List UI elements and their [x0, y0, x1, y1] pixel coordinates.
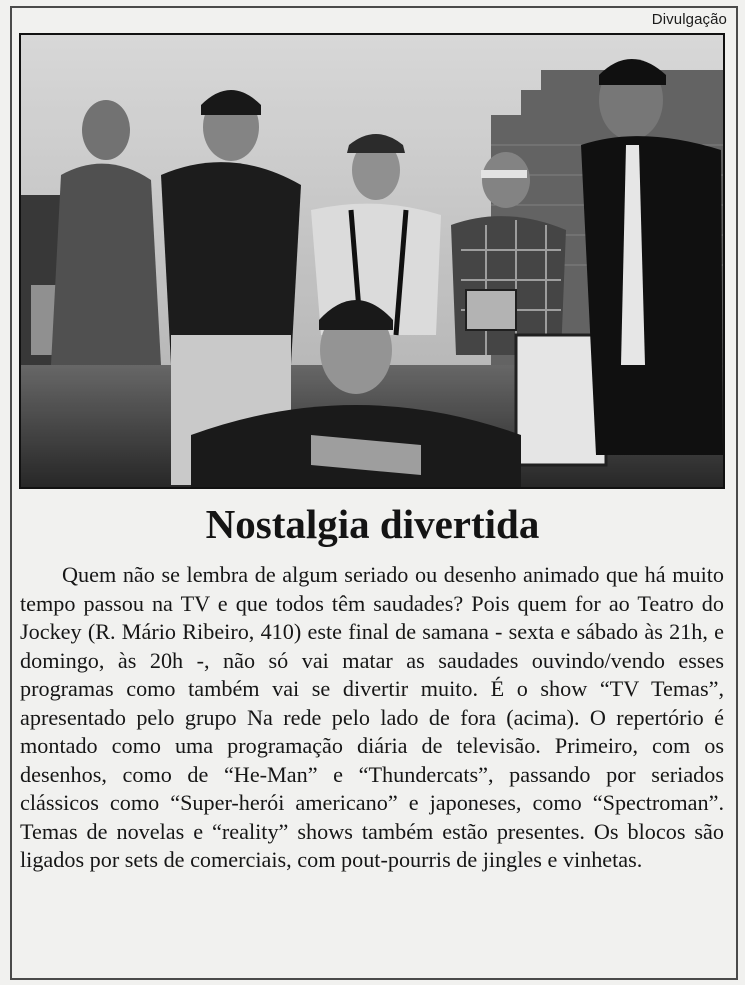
band-photo-illustration — [21, 35, 723, 487]
article-body: Quem não se lembra de algum seriado ou desenho animado que há muito tempo passou na TV e que todos têm saudades? Pois quem for ao Teatro do Jockey (R. Mário Ribeiro, 410) este final de samana - sexta e sábado às 21h, e domingo, às 20h -, não só vai matar as saudades ouvindo/vendo esses programas como também vai se divertir muito. É o show “TV Temas”, apresentado pelo grupo Na rede pelo lado de fora (acima). O repertório é montado como uma programação diária de televisão. Primeiro, com os desenhos, como de “He-Man” e “Thundercats”, passando por seriados clássicos como “Super-herói americano” e japoneses, como “Spectroman”. Temas de novelas e “reality” shows também estão presentes. Os blocos são ligados por sets de comerciais, com pout-pourris de jingles e vinhetas. — [20, 562, 724, 872]
clipping-border-bottom — [10, 978, 738, 980]
band-photo — [19, 33, 725, 489]
article-headline: Nostalgia divertida — [205, 501, 540, 547]
clipping-border-left — [10, 6, 12, 980]
clipping-border-top — [10, 6, 738, 8]
photo-credit: Divulgação — [651, 11, 727, 28]
clipping-border-right — [736, 6, 738, 980]
